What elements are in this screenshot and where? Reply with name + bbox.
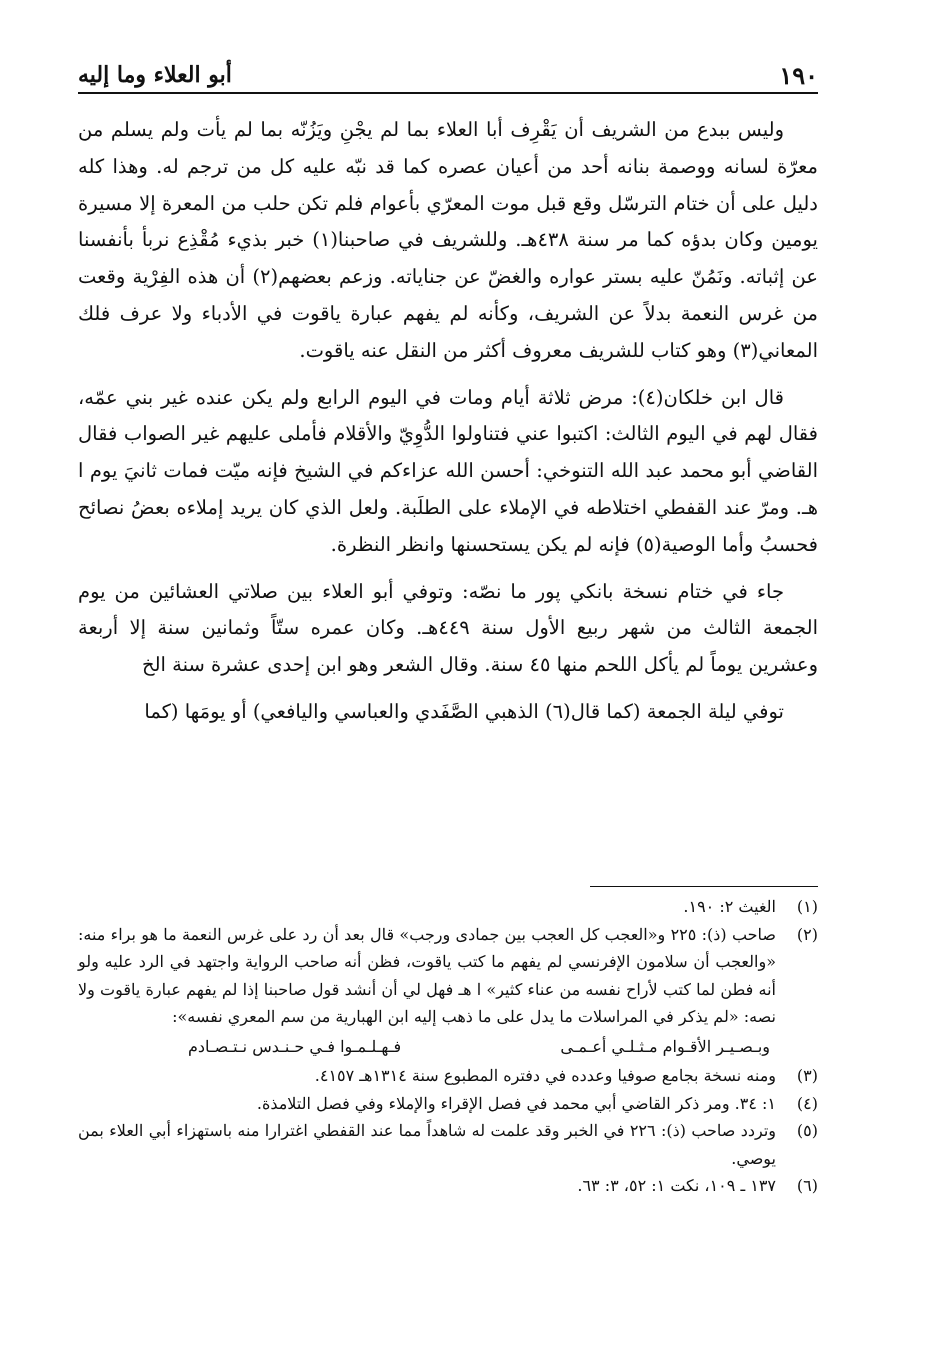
main-text [78, 112, 818, 731]
footnote-5 [78, 1117, 818, 1172]
verse-hemistich-2: فـهـلـمـوا فـي حـنـدس نـتـصـادم [188, 1036, 402, 1056]
running-title: أبو العلاء وما إليه [78, 62, 232, 88]
verse-hemistich-1: وبـصـيـر الأقـوام مـثـلـي أعـمـى [560, 1036, 770, 1056]
page-header [78, 54, 818, 94]
footnote-number: (٤) [796, 1093, 818, 1113]
footnote-text: ومنه نسخة بجامع صوفيا وعدده في دفتره المطبوع سنة ١٣١٤هـ ٤١٥٧. [314, 1066, 776, 1085]
footnote-text: الغيث ٢: ١٩٠. [683, 897, 776, 916]
footnote-separator [590, 886, 818, 887]
footnote-4 [78, 1090, 818, 1118]
paragraph-2: قال ابن خلكان(٤): مرض ثلاثة أيام ومات في اليوم الرابع ولم يكن عنده غير بني عمّه، فقال لهم في اليوم الثالث: اكتبوا عني فتناولوا الدُّوِيّ والأقلام فأملى عليهم غير الصواب فقال القاضي أبو محمد عبد الله التنوخي: أحسن الله عزاءكم في الشيخ فإنه ميّت فمات ثانيَ يوم ا هـ. ومرّ عند القفطي اختلاطه في الإملاء على الطلَبة. ولعل الذي كان يريد إملاءه بعضُ نصائح فحسبُ وأما الوصية(٥) فإنه لم يكن يستحسنها وانظر النظرة. [78, 385, 818, 556]
verse-line [188, 1031, 770, 1063]
page-number: ١٩٠ [779, 61, 818, 90]
footnote-number: (٣) [796, 1066, 818, 1085]
footnote-number: (٥) [796, 1121, 818, 1140]
paragraph-1: وليس ببدع من الشريف أن يَقْرِف أبا العلاء بما لم يجْنِ ويَزُنّه بما لم يأت ولم يسلم من معرّة لسانه ووصمة بنانه أحد من أعيان عصره كما قد نبّه عليه كل من ترجم له. وهذا كله دليل على أن ختام الترسّل وقع قبل موت المعرّي بأعوام فلم تكن حلب من المعرة إلا مسيرة يومين وكان بدؤه كما مر سنة ٤٣٨هـ. وللشريف في صاحبنا(١) خبر بذيء مُقْذِع نربأ بأنفسنا عن إثباته. ونَمُنّ عليه بستر عواره والغضّ عن جناياته. وزعم بعضهم(٢) أن هذه الفِرْية وقعت من غرس النعمة بدلاً عن الشريف، وكأنه لم يفهم عبارة ياقوت في الأدباء ولا عرف فلك المعاني(٣) وهو كتاب للشريف معروف أكثر من النقل عنه ياقوت. [78, 118, 818, 362]
footnote-2 [78, 921, 818, 1031]
footnote-text: ١: ٣٤. ومر ذكر القاضي أبي محمد في فصل الإقراء والإملاء وفي فصل التلامذة. [256, 1093, 776, 1113]
footnotes [78, 893, 818, 1200]
paragraph-3: جاء في ختام نسخة بانكي پور ما نصّه: وتوفي أبو العلاء بين صلاتي العشائين من يوم الجمعة الثالث من شهر ربيع الأول سنة ٤٤٩هـ. وكان عمره ستّاً وثمانين سنة إلا أربعة وعشرين يوماً لم يأكل اللحم منها ٤٥ سنة. وقال الشعر وهو ابن إحدى عشرة سنة الخ [78, 579, 819, 677]
footnote-1 [78, 893, 818, 921]
footnote-number: (٢) [796, 924, 818, 944]
footnote-text: ١٣٧ ـ ١٠٩، نكت ١: ٥٢، ٣: ٦٣. [577, 1176, 776, 1195]
paragraph-4: توفي ليلة الجمعة (كما قال(٦) الذهبي الصَّفَدي والعباسي واليافعي) أو يومَها (كما [144, 699, 784, 723]
footnote-text: صاحب (ذ): ٢٢٥ و«العجب كل العجب بين جمادى ورجب» قال بعد أن رد على غرس النعمة ما هو براء منه: «والعجب أن سلامون الإفرنسي لم يفهم ما كتب ياقوت، فظن أنه صاحب الرواية واجتهد في الرد عليه ولو أنه فطن لما كتب لأراح نفسه من عناء كثير» ا هـ فهل لي أن أنشد قول صاحبنا إذا لم يفهم عبارة ياقوت ولا نصه: «لم يذكر في المراسلات ما يدل على ما ذهب إليه ابن الهبارية من سم المعري نفسه»: [78, 924, 777, 1026]
footnote-text: وتردد صاحب (ذ): ٢٢٦ في الخبر وقد علمت له شاهداً مما عند القفطي اغترارا منه باستهزاء أبي العلاء بمن يوصي. [78, 1121, 777, 1168]
footnote-3 [78, 1062, 818, 1090]
footnote-number: (١) [796, 897, 818, 916]
footnote-number: (٦) [796, 1176, 818, 1195]
footnote-6 [78, 1172, 818, 1200]
